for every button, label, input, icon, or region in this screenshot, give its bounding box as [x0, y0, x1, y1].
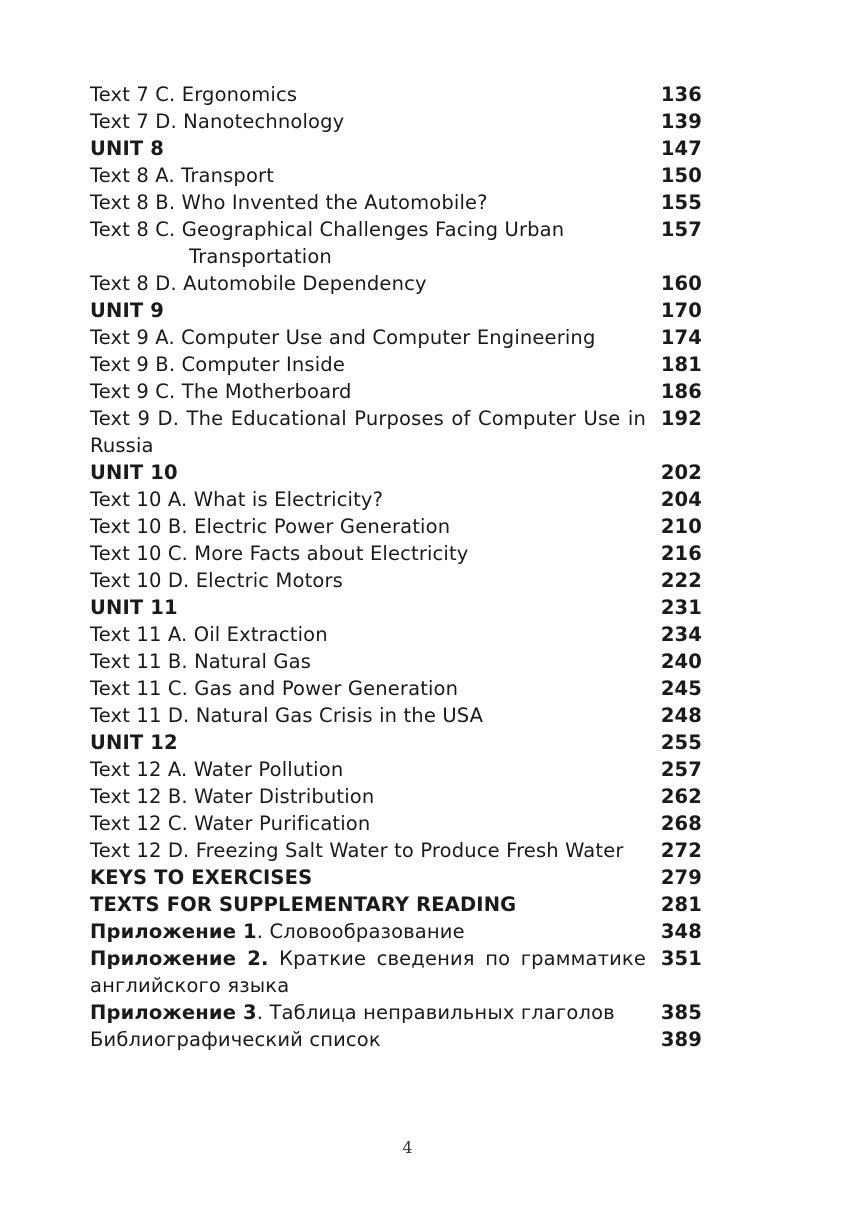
toc-entry-page: 389	[660, 1028, 702, 1051]
toc-entry-page: 262	[660, 785, 702, 808]
toc-entry-title: Text 9 D. The Educational Purposes of Computer Use in Russia	[90, 407, 646, 457]
toc-entry-page: 160	[660, 272, 702, 295]
toc-entry-page: 139	[660, 110, 702, 133]
toc-entry-title: Text 10 B. Electric Power Generation	[90, 515, 451, 538]
toc-entry-page: 202	[660, 461, 702, 484]
toc-entry-page: 240	[660, 650, 702, 673]
toc-unit-title: KEYS TO EXERCISES	[90, 866, 313, 889]
toc-entry-title: Text 10 C. More Facts about Electricity	[90, 542, 469, 565]
toc-entry-page: 192	[660, 407, 702, 430]
toc-unit-11	[90, 594, 702, 621]
toc-entry-title: Text 7 C. Ergonomics	[90, 83, 298, 106]
toc-entry-title-wrap	[90, 999, 646, 1026]
toc-entry-text-8d	[90, 270, 702, 297]
toc-entry-title: Text 8 A. Transport	[90, 164, 274, 187]
toc-entry-page: 234	[660, 623, 702, 646]
toc-supplementary-reading	[90, 891, 702, 918]
toc-entry-text-11c	[90, 675, 702, 702]
toc-entry-page: 170	[660, 299, 702, 322]
toc-entry-title: Text 11 C. Gas and Power Generation	[90, 677, 459, 700]
toc-entry-page: 268	[660, 812, 702, 835]
toc-appendix-2	[90, 945, 702, 999]
toc-entry-page: 248	[660, 704, 702, 727]
toc-entry-title: Text 8 D. Automobile Dependency	[90, 272, 427, 295]
toc-entry-page: 348	[660, 920, 702, 943]
toc-entry-text-11b	[90, 648, 702, 675]
toc-entry-title: Text 10 A. What is Electricity?	[90, 488, 384, 511]
toc-entry-page: 155	[660, 191, 702, 214]
toc-entry-page: 136	[660, 83, 702, 106]
toc-appendix-label: Приложение 2.	[90, 947, 269, 970]
toc-entry-title: Text 12 B. Water Distribution	[90, 785, 375, 808]
toc-entry-page: 272	[660, 839, 702, 862]
toc-entry-page: 186	[660, 380, 702, 403]
toc-unit-10	[90, 459, 702, 486]
toc-unit-9	[90, 297, 702, 324]
toc-entry-title: Text 12 A. Water Pollution	[90, 758, 344, 781]
toc-entry-title: Библиографический список	[90, 1028, 381, 1051]
toc-entry-page: 157	[660, 218, 702, 241]
toc-entry-text-8b	[90, 189, 702, 216]
toc-appendix-1	[90, 918, 702, 945]
toc-entry-page: 210	[660, 515, 702, 538]
toc-entry-title: Text 8 C. Geographical Challenges Facing Urban	[90, 218, 565, 241]
toc-unit-title: UNIT 12	[90, 731, 178, 754]
toc-entry-text-9d	[90, 405, 702, 459]
toc-entry-page: 174	[660, 326, 702, 349]
page-number: 4	[402, 1138, 413, 1157]
toc-entry-page: 204	[660, 488, 702, 511]
toc-entry-text-9b	[90, 351, 702, 378]
toc-unit-12	[90, 729, 702, 756]
toc-entry-title: Text 9 C. The Motherboard	[90, 380, 352, 403]
toc-entry-page: 147	[660, 137, 702, 160]
toc-unit-title: UNIT 11	[90, 596, 178, 619]
toc-entry-title: Text 10 D. Electric Motors	[90, 569, 343, 592]
toc-entry-page: 222	[660, 569, 702, 592]
toc-entry-page: 385	[660, 1001, 702, 1024]
toc-entry-page: 181	[660, 353, 702, 376]
toc-entry-title-wrap	[90, 216, 646, 270]
toc-keys-to-exercises	[90, 864, 702, 891]
toc-entry-title: . Словообразование	[256, 920, 465, 943]
toc-entry-text-8c	[90, 216, 702, 270]
toc-entry-title: Text 11 A. Oil Extraction	[90, 623, 328, 646]
toc-entry-title: Text 11 B. Natural Gas	[90, 650, 312, 673]
toc-entry-text-11d	[90, 702, 702, 729]
toc-appendix-3	[90, 999, 702, 1026]
toc-entry-text-10d	[90, 567, 702, 594]
toc-entry-title: Краткие сведения по грамматике английского языка	[90, 947, 647, 997]
toc-unit-title: UNIT 9	[90, 299, 164, 322]
toc-entry-title: Text 9 A. Computer Use and Computer Engineering	[90, 326, 596, 349]
toc-entry-title: Text 12 D. Freezing Salt Water to Produce Fresh Water	[90, 839, 624, 862]
toc-entry-text-10c	[90, 540, 702, 567]
toc-entry-title-wrap	[90, 945, 646, 999]
toc-unit-8	[90, 135, 702, 162]
toc-entry-title-wrap	[90, 918, 646, 945]
toc-entry-title-continuation: Transportation	[189, 245, 332, 268]
toc-entry-text-7c	[90, 81, 702, 108]
table-of-contents	[90, 81, 702, 1053]
toc-entry-text-11a	[90, 621, 702, 648]
toc-entry-title: Text 7 D. Nanotechnology	[90, 110, 345, 133]
toc-entry-title: Text 11 D. Natural Gas Crisis in the USA	[90, 704, 484, 727]
toc-entry-page: 216	[660, 542, 702, 565]
toc-entry-page: 150	[660, 164, 702, 187]
toc-unit-title: TEXTS FOR SUPPLEMENTARY READING	[90, 893, 517, 916]
toc-unit-title: UNIT 8	[90, 137, 164, 160]
toc-entry-page: 351	[660, 947, 702, 970]
toc-entry-text-12a	[90, 756, 702, 783]
toc-entry-page: 231	[660, 596, 702, 619]
toc-bibliography	[90, 1026, 702, 1053]
toc-entry-text-9a	[90, 324, 702, 351]
toc-unit-title: UNIT 10	[90, 461, 178, 484]
toc-entry-text-7d	[90, 108, 702, 135]
toc-entry-text-10b	[90, 513, 702, 540]
toc-entry-text-10a	[90, 486, 702, 513]
toc-entry-title: Text 8 B. Who Invented the Automobile?	[90, 191, 488, 214]
toc-entry-text-8a	[90, 162, 702, 189]
toc-appendix-label: Приложение 3	[90, 1001, 257, 1024]
toc-entry-page: 281	[660, 893, 702, 916]
toc-entry-title: Text 9 B. Computer Inside	[90, 353, 345, 376]
toc-entry-text-9c	[90, 378, 702, 405]
toc-entry-text-12d	[90, 837, 702, 864]
toc-entry-page: 245	[660, 677, 702, 700]
toc-entry-title: Text 12 C. Water Purification	[90, 812, 371, 835]
toc-entry-title: . Таблица неправильных глаголов	[256, 1001, 615, 1024]
toc-entry-text-12c	[90, 810, 702, 837]
toc-appendix-label: Приложение 1	[90, 920, 257, 943]
toc-entry-page: 279	[660, 866, 702, 889]
toc-entry-page: 257	[660, 758, 702, 781]
toc-entry-page: 255	[660, 731, 702, 754]
toc-entry-text-12b	[90, 783, 702, 810]
